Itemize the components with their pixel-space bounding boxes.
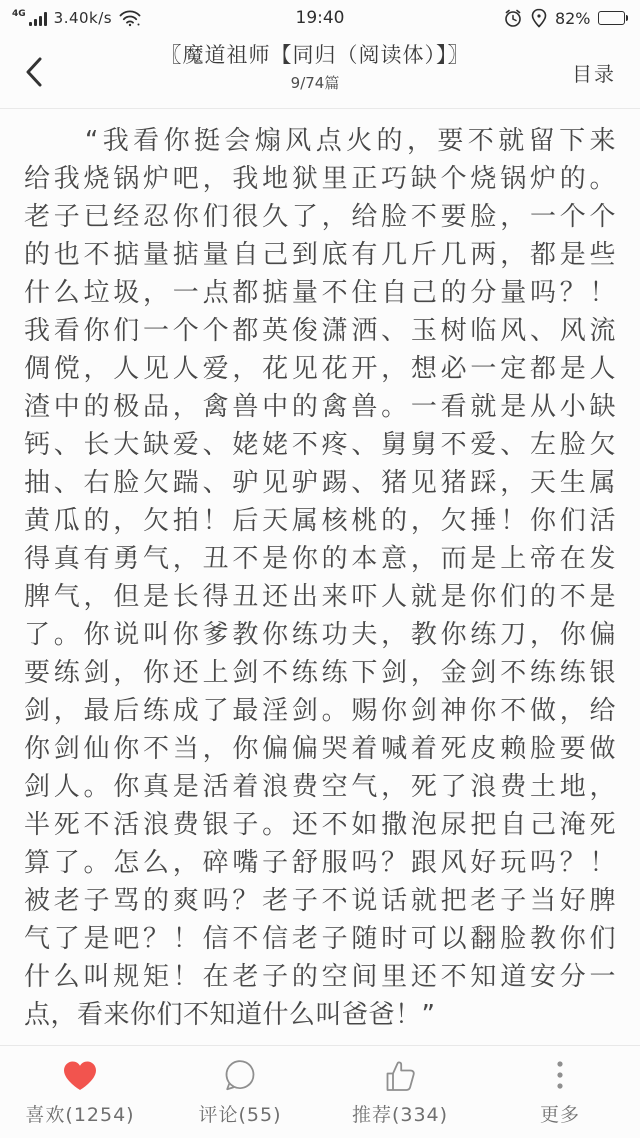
comment-label: 评论(55)	[198, 1103, 282, 1126]
network-speed-label: 3.40k/s	[53, 9, 113, 27]
more-label: 更多	[539, 1103, 580, 1126]
text-line: 得真有勇气，丑不是你的本意，而是上帝在发	[24, 544, 616, 574]
comment-icon	[222, 1058, 258, 1094]
like-button[interactable]	[0, 1046, 160, 1138]
thumbs-up-icon	[383, 1059, 417, 1093]
chevron-left-icon	[23, 55, 45, 89]
text-line: 脾气，但是长得丑还出来吓人就是你们的不是	[24, 582, 616, 612]
text-line: 黄瓜的，欠拍！后天属核桃的，欠捶！你们活	[24, 506, 616, 536]
like-label: 喜欢(1254)	[25, 1103, 135, 1126]
text-line: 什么垃圾，一点都掂量不住自己的分量吗？！	[24, 278, 616, 308]
comment-button[interactable]	[160, 1046, 320, 1138]
status-bar	[0, 0, 640, 34]
text-line: 被老子骂的爽吗？老子不说话就把老子当好脾	[24, 886, 616, 916]
battery-percent-label: 82%	[554, 8, 591, 28]
wifi-icon	[119, 9, 141, 27]
battery-icon	[598, 11, 629, 25]
bottom-action-bar	[0, 1045, 640, 1138]
recommend-label: 推荐(334)	[351, 1103, 449, 1126]
text-line: 了。你说叫你爹教你练功夫，教你练刀，你偏	[24, 620, 616, 650]
text-line: “我看你挺会煽风点火的，要不就留下来	[24, 126, 616, 156]
text-line: 点，看来你们不知道什么叫爸爸！”	[24, 1000, 436, 1030]
text-line: 倜傥，人见人爱，花见花开，想必一定都是人	[24, 354, 616, 384]
alarm-clock-icon	[503, 8, 523, 28]
status-time: 19:40	[295, 8, 345, 28]
chapter-header	[0, 34, 640, 109]
text-line: 老子已经忍你们很久了，给脸不要脸，一个个	[24, 202, 616, 232]
more-vertical-icon	[555, 1058, 565, 1094]
text-line: 你剑仙你不当，你偏偏哭着喊着死皮赖脸要做	[24, 734, 616, 764]
more-button[interactable]	[480, 1046, 640, 1138]
text-line: 抽、右脸欠踹、驴见驴踢、猪见猪踩，天生属	[24, 468, 616, 498]
table-of-contents-button[interactable]: 目录	[572, 62, 616, 86]
heart-icon	[61, 1059, 99, 1093]
chapter-progress: 9/74篇	[290, 74, 340, 92]
cellular-signal-icon	[12, 10, 47, 26]
reading-area[interactable]	[0, 109, 640, 1045]
recommend-button[interactable]	[320, 1046, 480, 1138]
text-line: 要练剑，你还上剑不练练下剑，金剑不练练银	[24, 658, 616, 688]
text-line: 气了是吧？！信不信老子随时可以翻脸教你们	[24, 924, 616, 954]
text-line: 钙、长大缺爱、姥姥不疼、舅舅不爱、左脸欠	[24, 430, 616, 460]
text-line: 半死不活浪费银子。还不如撒泡尿把自己淹死	[24, 810, 616, 840]
text-line: 渣中的极品，禽兽中的禽兽。一看就是从小缺	[24, 392, 616, 422]
text-line: 剑人。你真是活着浪费空气，死了浪费土地，	[24, 772, 616, 802]
location-icon	[530, 8, 548, 28]
text-line: 算了。怎么，碎嘴子舒服吗？跟风好玩吗？！	[24, 848, 616, 878]
text-line: 给我烧锅炉吧，我地狱里正巧缺个烧锅炉的。	[24, 164, 616, 194]
text-line: 剑，最后练成了最淫剑。赐你剑神你不做，给	[24, 696, 616, 726]
network-type-label: 4G	[12, 9, 26, 19]
text-line: 的也不掂量掂量自己到底有几斤几两，都是些	[24, 240, 616, 270]
back-button[interactable]	[14, 50, 54, 94]
chapter-title: 〖魔道祖师【同归（阅读体）】〗	[160, 43, 470, 67]
text-line: 什么叫规矩！在老子的空间里还不知道安分一	[24, 962, 616, 992]
text-line: 我看你们一个个都英俊潇洒、玉树临风、风流	[24, 316, 616, 346]
